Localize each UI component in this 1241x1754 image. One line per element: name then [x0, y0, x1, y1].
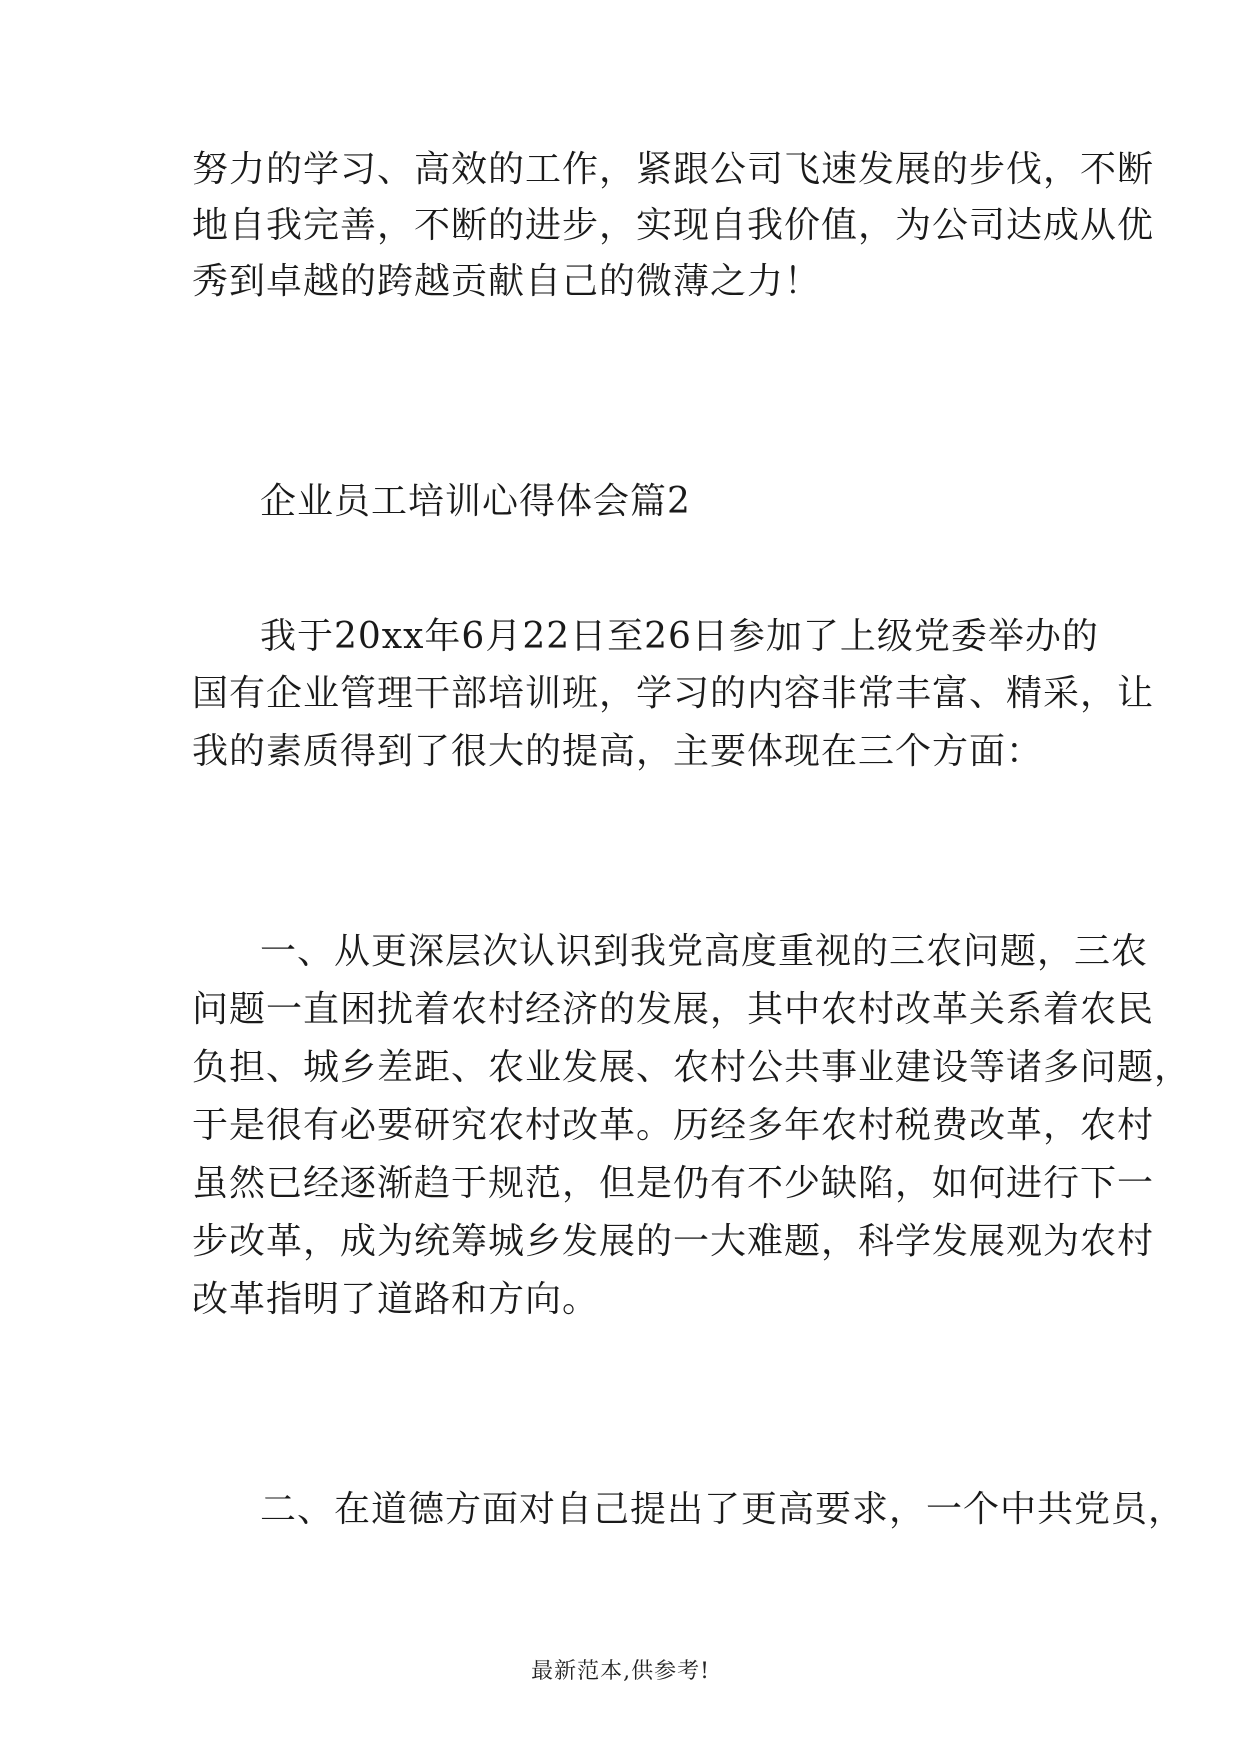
body-text-line: 一、从更深层次认识到我党高度重视的三农问题，三农 — [260, 931, 1149, 972]
body-text-line: 问题一直困扰着农村经济的发展，其中农村改革关系着农民 — [192, 989, 1155, 1030]
body-text-line: 我于20xx年6月22日至26日参加了上级党委举办的 — [260, 616, 1099, 657]
body-text-line: 二、在道德方面对自己提出了更高要求，一个中共党员， — [260, 1489, 1186, 1530]
body-text-line: 改革指明了道路和方向。 — [192, 1279, 600, 1320]
body-text-line: 国有企业管理干部培训班，学习的内容非常丰富、精采，让 — [192, 673, 1155, 714]
page-footer: 最新范本,供参考! — [531, 1659, 710, 1684]
body-text-line: 我的素质得到了很大的提高，主要体现在三个方面： — [192, 731, 1044, 772]
section-title: 企业员工培训心得体会篇2 — [260, 481, 691, 522]
body-text-line: 于是很有必要研究农村改革。历经多年农村税费改革，农村 — [192, 1105, 1155, 1146]
body-text-line: 虽然已经逐渐趋于规范，但是仍有不少缺陷，如何进行下一 — [192, 1163, 1155, 1204]
body-text-line: 地自我完善，不断的进步，实现自我价值，为公司达成从优 — [192, 205, 1155, 246]
body-text-line: 步改革，成为统筹城乡发展的一大难题，科学发展观为农村 — [192, 1221, 1155, 1262]
body-text-line: 负担、城乡差距、农业发展、农村公共事业建设等诸多问题， — [192, 1047, 1192, 1088]
body-text-line: 秀到卓越的跨越贡献自己的微薄之力！ — [192, 261, 822, 302]
body-text-line: 努力的学习、高效的工作，紧跟公司飞速发展的步伐，不断 — [192, 149, 1155, 190]
